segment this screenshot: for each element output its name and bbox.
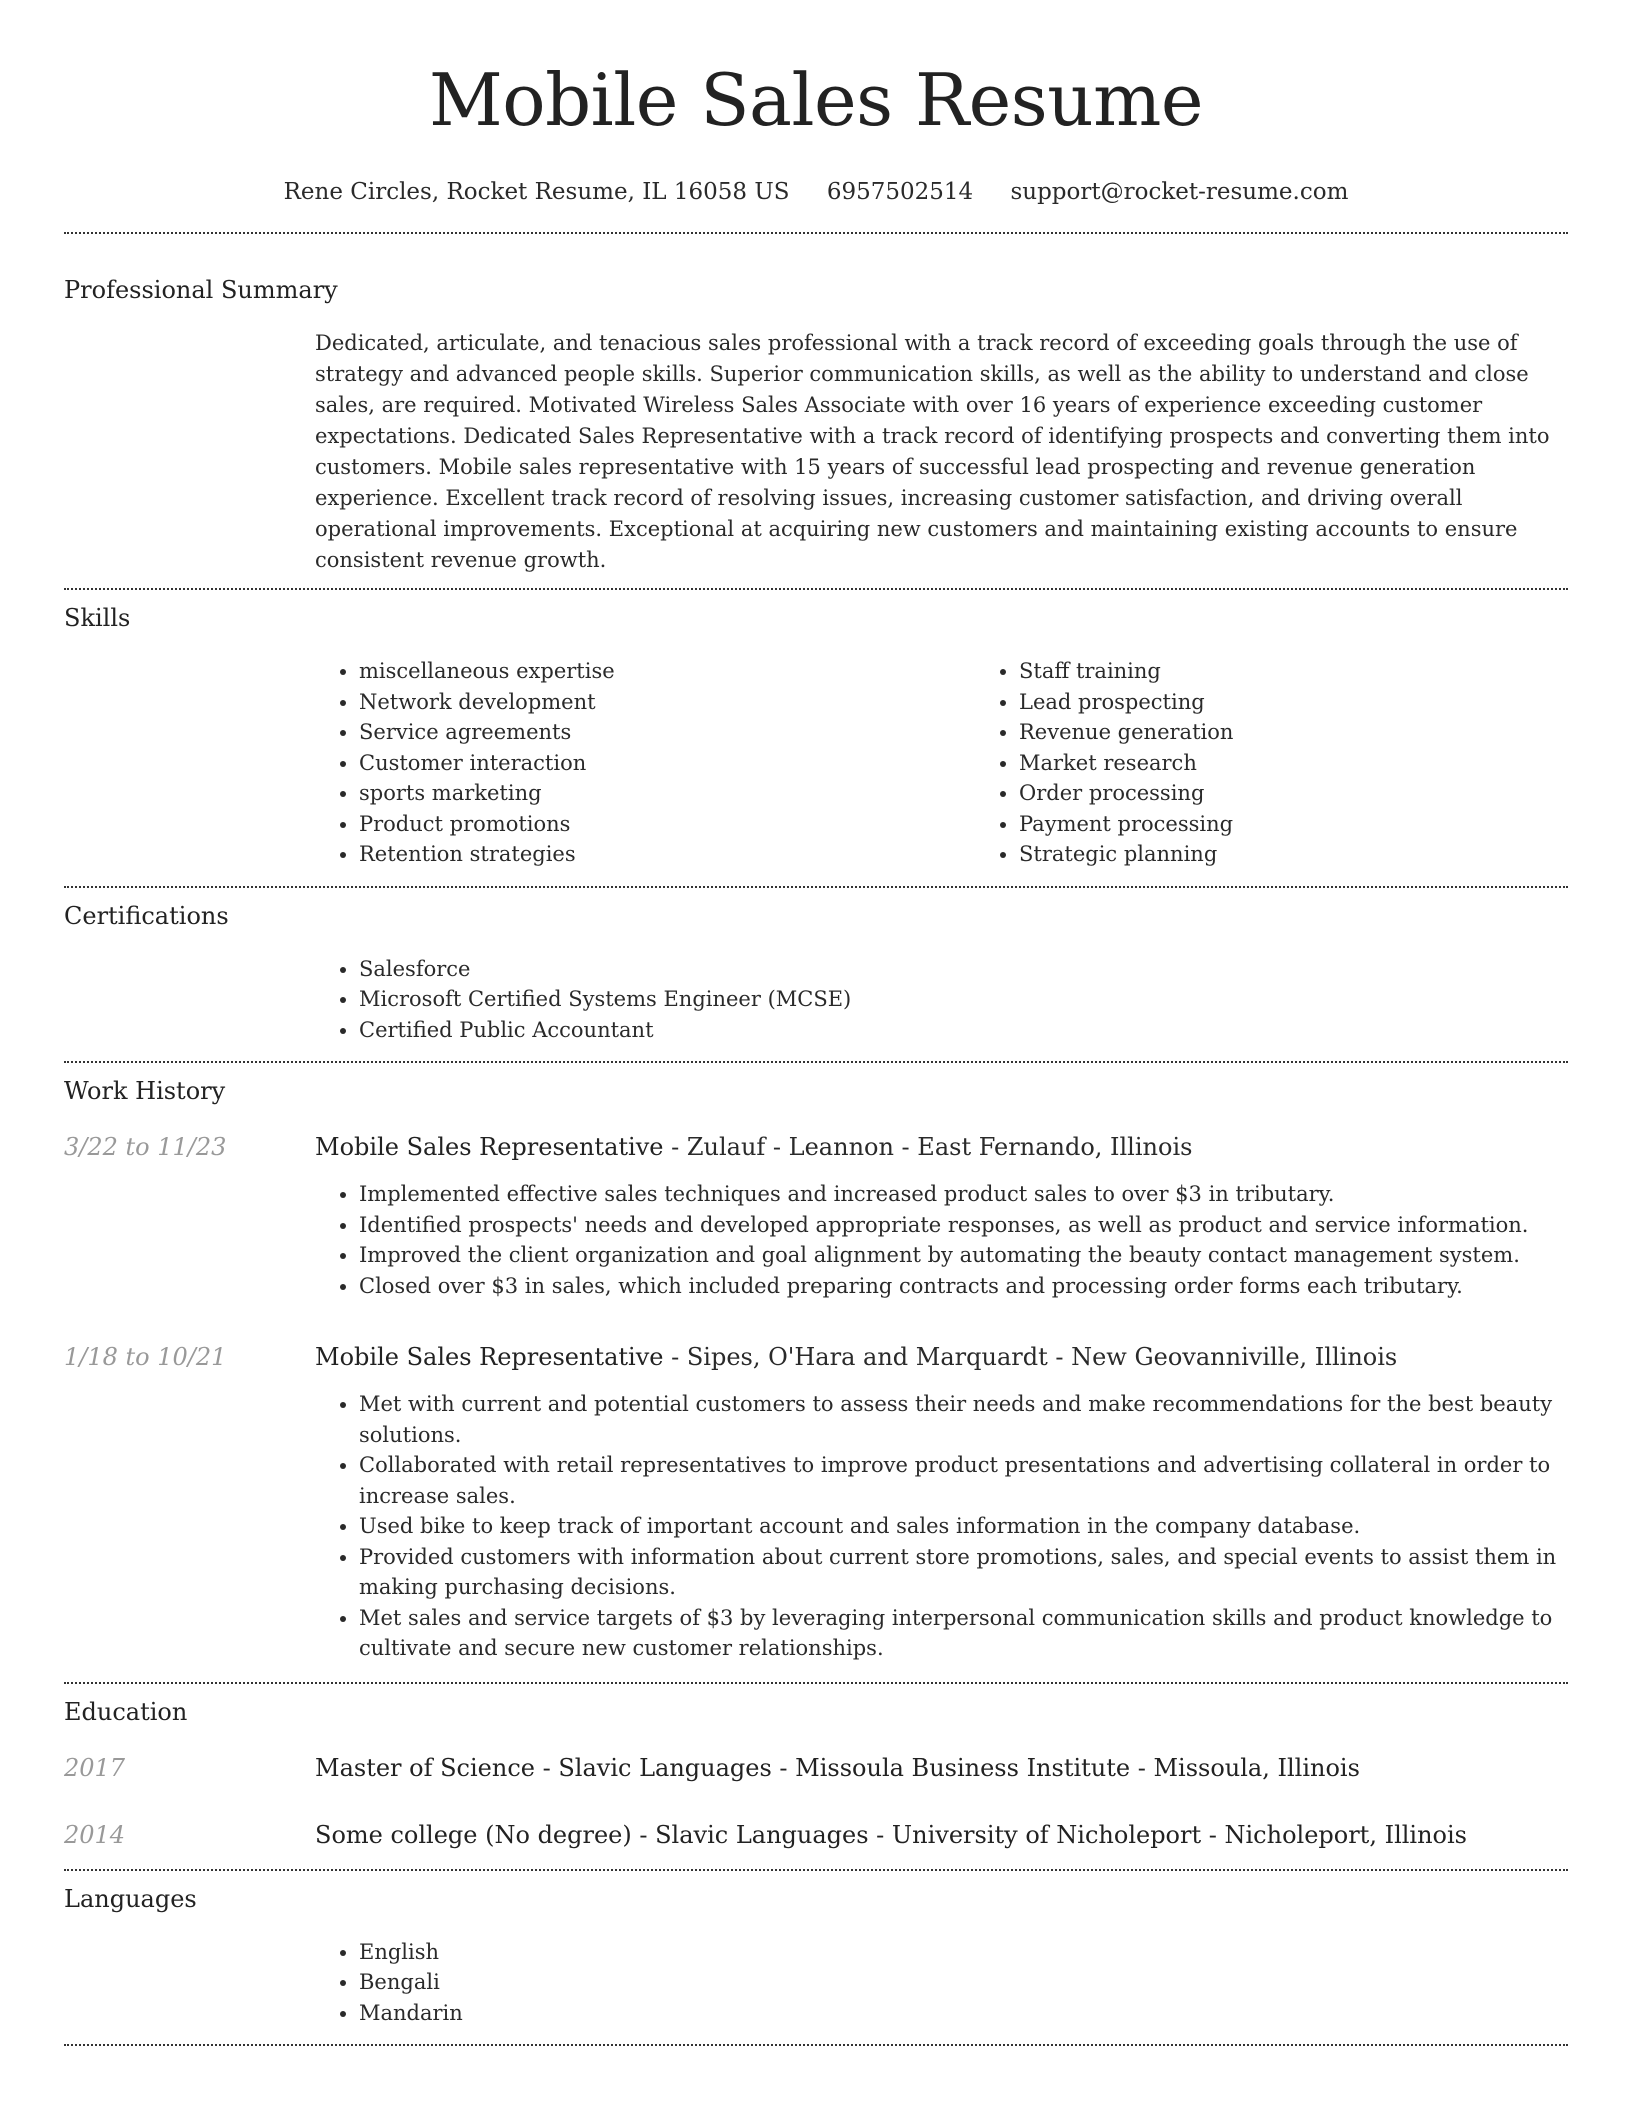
job-dates: 3/22 to 11/23 (64, 1133, 227, 1161)
section-certifications (64, 888, 1568, 1062)
section-education (64, 1684, 1568, 1851)
job-bullets (315, 1179, 1568, 1301)
list-item: • English (359, 1937, 1568, 1968)
list-item: • Network development (359, 687, 975, 718)
job-entry (64, 1131, 1568, 1301)
list-item: • Retention strategies (359, 839, 975, 870)
list-item: • Payment processing (1019, 809, 1233, 840)
list-item: • Order processing (1019, 778, 1233, 809)
contact-email: support@rocket-resume.com (1010, 179, 1349, 205)
education-year: 2017 (64, 1753, 126, 1782)
list-item: • Identified prospects' needs and developed appropriate responses, as well as product and service information. (359, 1210, 1568, 1241)
job-bullets (315, 1389, 1568, 1664)
job-title-line (315, 1131, 1568, 1163)
list-item: • Revenue generation (1019, 717, 1233, 748)
skills-list-left (315, 656, 975, 870)
list-item: • Closed over $3 in sales, which included preparing contracts and processing order forms each tributary. (359, 1271, 1568, 1302)
section-languages (64, 1871, 1568, 2045)
list-item: • Salesforce (359, 954, 1568, 985)
job-title-line (315, 1341, 1568, 1373)
job-entry (64, 1341, 1568, 1664)
page-title: Mobile Sales Resume (429, 58, 1203, 142)
list-item: • Strategic planning (1019, 839, 1233, 870)
list-item: • Provided customers with information about current store promotions, sales, and special events to assist them in making purchasing decisions. (359, 1542, 1568, 1603)
list-item: • Product promotions (359, 809, 975, 840)
skills-list-right (975, 656, 1233, 870)
list-item: • Mandarin (359, 1998, 1568, 2029)
languages-list (315, 1937, 1568, 2029)
list-item: • Staff training (1019, 656, 1233, 687)
certifications-list (315, 954, 1568, 1046)
job-company: - Sipes, O'Hara and Marquardt - New Geovanniville, Illinois (663, 1343, 1398, 1371)
list-item: • Bengali (359, 1967, 1568, 1998)
section-skills (64, 590, 1568, 886)
contact-phone: 6957502514 (826, 179, 974, 205)
list-item: • Used bike to keep track of important account and sales information in the company database. (359, 1511, 1568, 1542)
list-item: • Market research (1019, 748, 1233, 779)
list-item: • Implemented effective sales techniques and increased product sales to over $3 in tributary. (359, 1179, 1568, 1210)
list-item: • miscellaneous expertise (359, 656, 975, 687)
job-company: - Zulauf - Leannon - East Fernando, Illinois (663, 1133, 1193, 1161)
job-title: Mobile Sales Representative (315, 1133, 664, 1161)
education-entry (64, 1819, 1568, 1851)
list-item: • Collaborated with retail representatives to improve product presentations and advertising collateral in order to increase sales. (359, 1450, 1568, 1511)
list-item: • Met with current and potential customers to assess their needs and make recommendations for the best beauty solutions. (359, 1389, 1568, 1450)
section-heading-education: Education (64, 1697, 188, 1726)
divider (64, 2044, 1568, 2046)
resume-header (64, 0, 1568, 208)
list-item: • Lead prospecting (1019, 687, 1233, 718)
education-text: Master of Science - Slavic Languages - Missoula Business Institute - Missoula, Illinois (315, 1753, 1360, 1782)
education-year: 2014 (64, 1820, 126, 1849)
education-entry (64, 1752, 1568, 1784)
list-item: • sports marketing (359, 778, 975, 809)
list-item: • Improved the client organization and goal alignment by automating the beauty contact management system. (359, 1240, 1568, 1271)
section-heading-summary: Professional Summary (64, 276, 338, 304)
job-title: Mobile Sales Representative (315, 1343, 664, 1371)
education-text: Some college (No degree) - Slavic Languages - University of Nicholeport - Nicholeport, Illinois (315, 1820, 1467, 1849)
summary-text: Dedicated, articulate, and tenacious sales professional with a track record of exceeding goals through the use of strategy and advanced people skills. Superior communication skills, as well as the ability to understand and close sales, are required. Motivated Wireless Sales Associate with over 16 years of experience exceeding customer expectations. Dedicated Sales Representative with a track record of identifying prospects and converting them into customers. Mobile sales representative with 15 years of successful lead prospecting and revenue generation experience. Excellent track record of resolving issues, increasing customer satisfaction, and driving overall operational improvements. Exceptional at acquiring new customers and maintaining existing accounts to ensure consistent revenue growth. (315, 331, 1550, 572)
contact-line (64, 176, 1568, 208)
section-heading-skills: Skills (64, 604, 131, 632)
list-item: • Microsoft Certified Systems Engineer (MCSE) (359, 984, 1568, 1015)
list-item: • Customer interaction (359, 748, 975, 779)
contact-address: Rene Circles, Rocket Resume, IL 16058 US (283, 179, 790, 205)
section-heading-certifications: Certifications (64, 901, 229, 930)
list-item: • Certified Public Accountant (359, 1015, 1568, 1046)
list-item: • Service agreements (359, 717, 975, 748)
section-heading-languages: Languages (64, 1884, 197, 1913)
section-summary (64, 234, 1568, 588)
list-item: • Met sales and service targets of $3 by leveraging interpersonal communication skills and product knowledge to cultivate and secure new customer relationships. (359, 1603, 1568, 1664)
section-heading-work: Work History (64, 1077, 226, 1105)
section-work-history (64, 1063, 1568, 1664)
job-dates: 1/18 to 10/21 (64, 1343, 227, 1371)
